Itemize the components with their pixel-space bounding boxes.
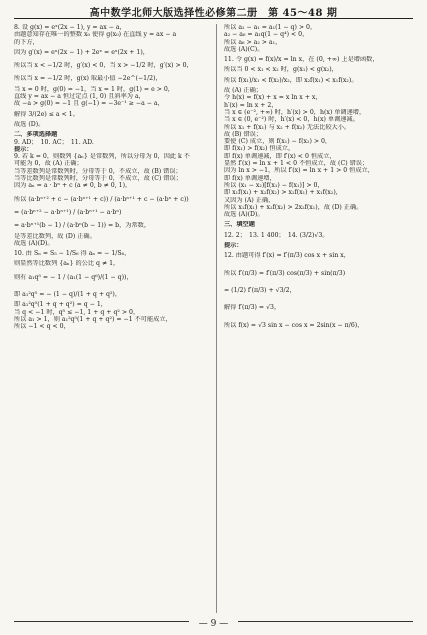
text-line: 所以 (x₁ − x₂)[f(x₁) − f(x₁)] > 0， xyxy=(224,181,324,189)
text-line: 所以 a₁ > 1，则 a₁²q⁵(1 + q + q²) = −1 不可能成立， xyxy=(14,315,172,323)
answer-line: 9. AD； 10. AC； 11. AD. xyxy=(14,138,94,146)
text-line: 由题意知存在唯一的整数 x₀ 使得 g(x₀) 在直线 y = ax − a xyxy=(14,31,177,39)
text-line: 当 x ∈ (0, e⁻²) 时，h′(x) < 0，h(x) 单调递减。 xyxy=(224,116,359,124)
text-line: 当 x ∈ (e⁻², +∞) 时，h′(x) > 0，h(x) 单调递增， xyxy=(224,108,366,116)
text-line: 所以 f(x₁)/x₁ < f(x₂)/x₂，即 x₂f(x₁) < x₁f(x₂)。 xyxy=(224,76,358,84)
text-line: 因为 g′(x) = eˣ(2x − 1) + 2eˣ = eˣ(2x + 1)， xyxy=(14,48,149,56)
page-number: — 9 — xyxy=(198,619,229,629)
text-line: 故 (B) 错误； xyxy=(224,130,263,138)
text-line: 故选 (A)(D)。 xyxy=(14,239,54,247)
text-line: 所以 (a·bⁿ⁺² + c − (a·bⁿ⁺¹ + c)) / (a·bⁿ⁺¹ + c − (a·bⁿ + c)) xyxy=(14,195,189,203)
text-line: 解得 f′(π/3) = √3， xyxy=(224,304,281,312)
text-line: 所以 a₂ − a₁ = a₁(1 − q) > 0， xyxy=(224,24,317,31)
header-rule xyxy=(14,18,413,19)
text-line: 则有 a₁q⁵ = − 1 / (a₁(1 − q⁶)/(1 − q))， xyxy=(14,273,133,281)
text-line: 所以 a₆ > a₂ > a₁， xyxy=(224,38,282,46)
text-line: 可能为 0，故 (A) 正确； xyxy=(14,160,83,168)
text-line: 所以 x₁f(x₁) + x₂f(x₂) > 2x₂f(x₁)，故 (D) 正确。 xyxy=(224,203,363,211)
text-line: 即 a₁²q⁵ = − (1 − q)/(1 + q + q²)， xyxy=(14,291,122,299)
text-line: 要使 (C) 成立，则 f(x₁) − f(x₂) > 0， xyxy=(224,138,332,146)
text-line: 12. 由题可得 f′(x) = f′(π/3) cos x + sin x， xyxy=(224,252,350,260)
text-line: 则显然等比数列 {aₙ} 的公比 q ≠ 1， xyxy=(14,260,120,268)
text-line: 故选 (D)。 xyxy=(14,120,45,128)
text-line: 8. 设 g(x) = eˣ(2x − 1), y = ax − a， xyxy=(14,24,126,31)
text-line: 解得 3/(2e) ≤ a < 1。 xyxy=(14,110,79,118)
text-line: 即 f(x) 单调递增， xyxy=(224,174,276,182)
page-header: 高中数学北师大版选择性必修第二册 第 45～48 期 xyxy=(89,8,338,19)
text-line: 所以当 x = −1/2 时，g(x) 取最小值 −2e^(−1/2)， xyxy=(14,75,162,83)
text-line: 所以 f′(π/3) = f′(π/3) cos(π/3) + sin(π/3) xyxy=(224,269,346,277)
text-line: 因为 aₙ = a · bⁿ + c (a ≠ 0, b ≠ 0, 1)， xyxy=(14,182,132,190)
text-line: a₂ − a₆ = a₁q(1 − q⁴) < 0， xyxy=(224,31,309,39)
text-line: 当 x = 0 时，g(0) = −1，当 x = 1 时，g(1) = e > 0， xyxy=(14,85,174,93)
hint-label: 提示： xyxy=(224,242,243,250)
text-line: h′(x) = ln x + 2， xyxy=(224,101,278,109)
text-line: 所以当 0 < x₁ < x₂ 时，g(x₁) < g(x₂)， xyxy=(224,66,338,74)
text-line: 是等差比数列，故 (D) 正确。 xyxy=(14,232,96,240)
text-line: 的下方， xyxy=(14,38,39,46)
text-line: 又因为 (A) 正确， xyxy=(224,196,275,204)
text-line: 直线 y = ax − a 恒过定点 (1, 0) 且斜率为 a， xyxy=(14,93,145,101)
text-line: 所以 −1 < q < 0， xyxy=(14,323,70,331)
left-column xyxy=(14,24,210,331)
text-line: 11. 令 g(x) = f(x)/x = ln x，在 (0, +∞) 上是增函数， xyxy=(224,56,379,64)
text-line: 所以 x₁ + f(x₁) 与 x₂ + f(x₂) 无法比较大小。 xyxy=(224,123,351,131)
text-line: 即 x₁f(x₁) + x₂f(x₂) > x₂f(x₁) + x₁f(x₂)， xyxy=(224,189,342,197)
text-line: 即 f(x₁) > f(x₂) 恒成立， xyxy=(224,145,295,153)
text-line: 故 (A) 正确； xyxy=(224,87,262,95)
text-line: 当等差数列是常数列时，分母等于 0，不成立，故 (B) 错误； xyxy=(14,167,182,175)
text-line: 显然 f′(x) = ln x + 1 < 0 不恒成立，故 (C) 错误； xyxy=(224,160,369,168)
section-heading: 二、多项选择题 xyxy=(14,131,58,139)
right-column xyxy=(224,24,414,329)
text-line: 10. 由 Sₙ = S₅ − 1/S₆ 得 aₙ = − 1/S₆， xyxy=(14,250,131,258)
text-line: 所以当 x < −1/2 时，g′(x) < 0，当 x > −1/2 时，g′(x) > 0， xyxy=(14,62,193,70)
text-line: 当 q < −1 时，q⁵ ≤ −1, 1 + q + q² > 0， xyxy=(14,308,140,316)
text-line: 当等比数列是常数列时，分母等于 0，不成立，故 (C) 错误； xyxy=(14,175,182,183)
text-line: = a·bⁿ⁺¹(b − 1) / (a·bⁿ(b − 1)) = b，为常数， xyxy=(14,222,151,230)
text-line: = (a·bⁿ⁺² − a·bⁿ⁺¹) / (a·bⁿ⁺¹ − a·bⁿ) xyxy=(14,208,122,216)
text-line: 故 −a > g(0) = −1 且 g(−1) = −3e⁻¹ ≥ −a − a， xyxy=(14,100,164,108)
text-line: 故选 (A)(C)。 xyxy=(224,45,264,53)
text-line: = (1/2) f′(π/3) + √3/2， xyxy=(224,286,296,294)
text-line: 9. 若 k = 0，则数列 {aₙ} 是常数列，所以分母为 0，因此 k 不 xyxy=(14,153,190,161)
text-line: 即 a₁²q⁵(1 + q + q²) = q − 1， xyxy=(14,301,107,309)
column-divider xyxy=(216,24,217,613)
text-line: 故选 (A)(D)。 xyxy=(224,211,264,219)
text-line: 即 f(x) 单调递减，即 f′(x) < 0 恒成立， xyxy=(224,152,336,160)
section-heading: 三、填空题 xyxy=(224,221,255,229)
text-line: 所以 f(x) = √3 sin x − cos x = 2sin(x − π/6)， xyxy=(224,321,364,329)
text-line: 令 h(x) = f(x) + x = x ln x + x， xyxy=(224,94,322,102)
answer-line: 12. 2； 13. 1 400； 14. (3/2)√3。 xyxy=(224,231,329,239)
hint-label: 提示： xyxy=(14,145,33,153)
text-line: 因为 ln x > −1，所以 f′(x) = ln x + 1 > 0 恒成立， xyxy=(224,167,374,175)
